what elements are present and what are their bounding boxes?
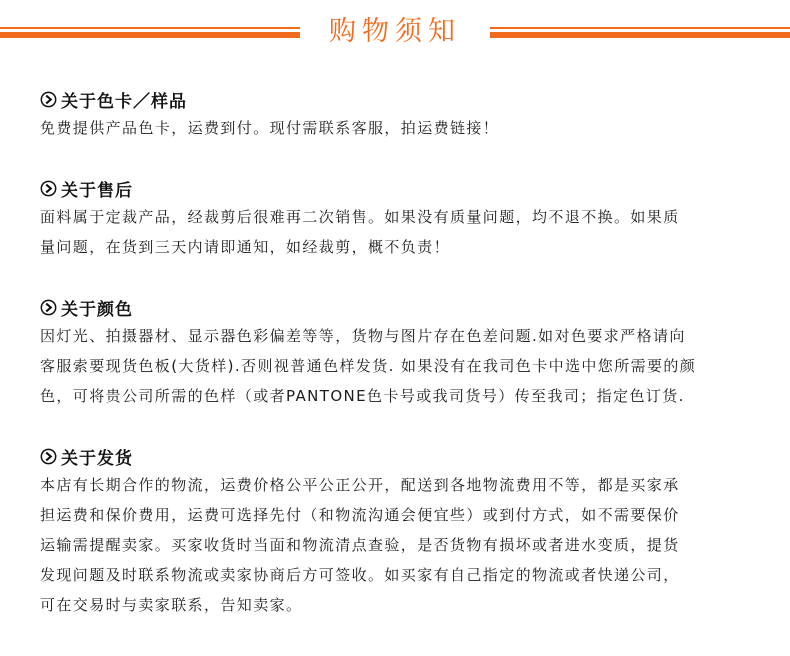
page-header xyxy=(0,0,790,62)
body-line: 面料属于定裁产品，经裁剪后很难再二次销售。如果没有质量问题，均不退不换。如果质 xyxy=(40,208,680,226)
header-rule-left-thin xyxy=(0,27,300,29)
circle-arrow-icon xyxy=(40,180,57,197)
section-heading-text: 关于售后 xyxy=(61,180,133,201)
section-heading xyxy=(40,175,765,201)
section-body xyxy=(40,321,765,411)
body-line: 色，可将贵公司所需的色样（或者PANTONE色卡号或我司货号）传至我司；指定色订货. xyxy=(40,387,685,405)
section-heading xyxy=(40,86,765,112)
page-title: 购物须知 xyxy=(329,16,461,47)
section-heading xyxy=(40,294,765,320)
body-line: 发现问题及时联系物流或卖家协商后方可签收。如买家有自己指定的物流或者快递公司， xyxy=(40,566,680,584)
header-rule-right-thick xyxy=(490,32,790,38)
section-heading-text: 关于色卡／样品 xyxy=(61,91,187,112)
body-line: 本店有长期合作的物流，运费价格公平公正公开，配送到各地物流费用不等，都是买家承 xyxy=(40,476,680,494)
section-after-sale xyxy=(40,175,765,262)
section-heading xyxy=(40,443,765,469)
section-body xyxy=(40,202,765,262)
section-body xyxy=(40,470,765,620)
header-rule-right xyxy=(490,27,790,39)
body-line: 因灯光、拍摄器材、显示器色彩偏差等等，货物与图片存在色差问题.如对色要求严格请向 xyxy=(40,327,686,345)
circle-arrow-icon xyxy=(40,448,57,465)
section-body xyxy=(40,113,765,143)
header-rule-left xyxy=(0,27,300,39)
body-line: 免费提供产品色卡，运费到付。现付需联系客服，拍运费链接！ xyxy=(40,119,500,137)
header-rule-left-thick xyxy=(0,32,300,38)
body-line: 量问题，在货到三天内请即通知，如经裁剪，概不负责！ xyxy=(40,238,451,256)
circle-arrow-icon xyxy=(40,91,57,108)
body-line: 可在交易时与卖家联系，告知卖家。 xyxy=(40,596,303,614)
body-line: 客服索要现货色板(大货样).否则视普通色样发货. 如果没有在我司色卡中选中您所需要的颜 xyxy=(40,357,697,375)
section-heading-text: 关于发货 xyxy=(61,448,133,469)
header-rule-right-thin xyxy=(490,27,790,29)
body-line: 担运费和保价费用，运费可选择先付（和物流沟通会便宜些）或到付方式，如不需要保价 xyxy=(40,506,680,524)
body-line: 运输需提醒卖家。买家收货时当面和物流清点查验，是否货物有损坏或者进水变质，提货 xyxy=(40,536,680,554)
section-shipping xyxy=(40,443,765,620)
section-color xyxy=(40,294,765,411)
circle-arrow-icon xyxy=(40,299,57,316)
section-samples xyxy=(40,86,765,143)
section-heading-text: 关于颜色 xyxy=(61,299,133,320)
